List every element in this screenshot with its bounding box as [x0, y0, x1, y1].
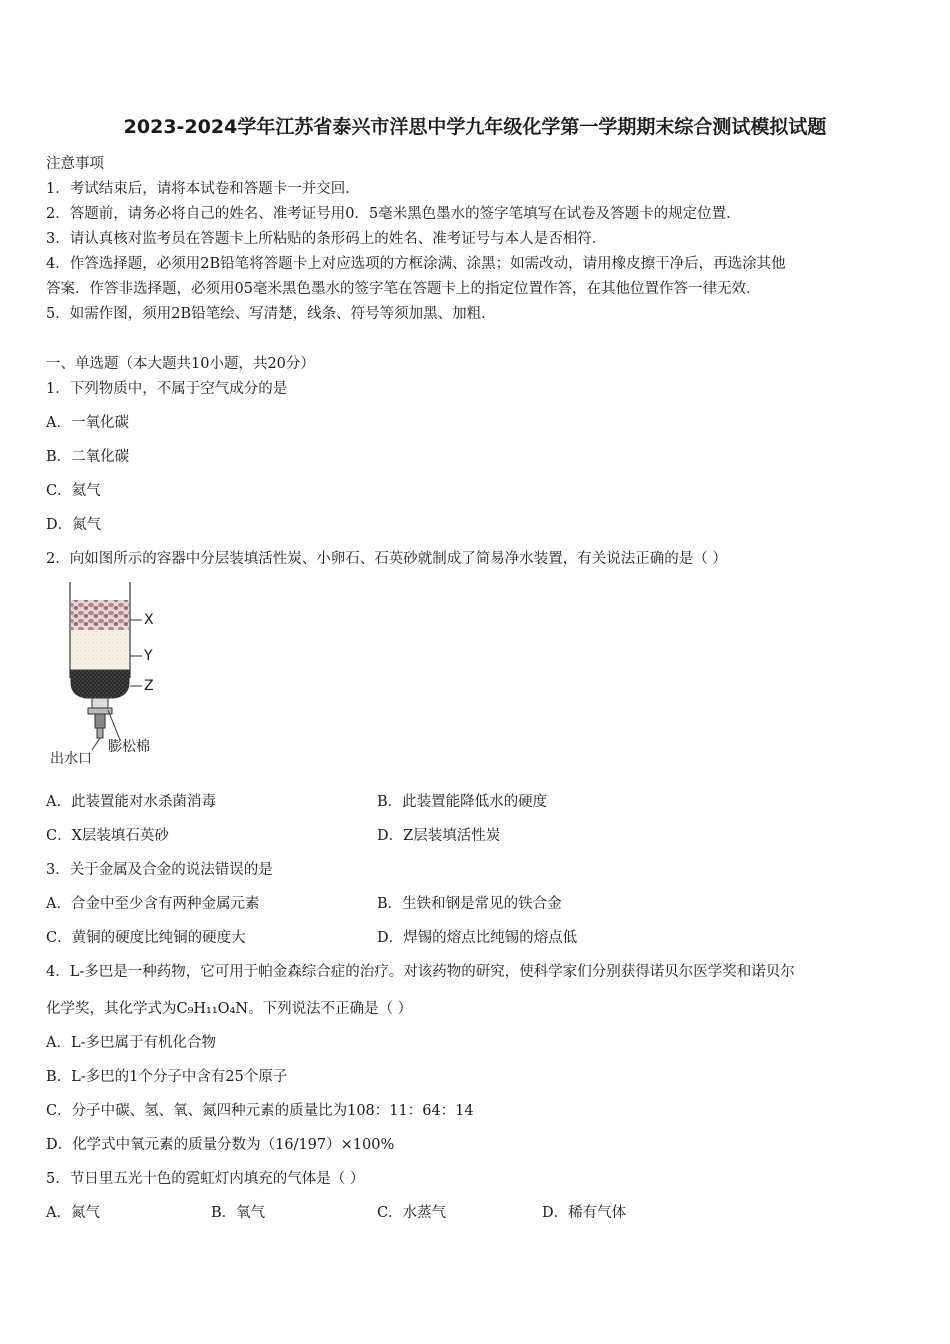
q3-stem: 3．关于金属及合金的说法错误的是	[46, 862, 273, 878]
q2-stem: 2．向如图所示的容器中分层装填活性炭、小卵石、石英砂就制成了简易净水装置，有关说法正确的是（ ）	[46, 551, 727, 567]
q2-option-d: D．Z层装填活性炭	[377, 828, 501, 844]
section-heading: 一、单选题（本大题共10小题，共20分）	[46, 356, 315, 372]
q1-option-b: B．二氧化碳	[46, 449, 130, 465]
label-z: Z	[144, 678, 154, 694]
label-y: Y	[144, 648, 153, 664]
q1-stem: 1．下列物质中，不属于空气成分的是	[46, 381, 288, 397]
q4-option-d: D．化学式中氧元素的质量分数为（16/197）×100%	[46, 1137, 395, 1153]
notice-item-3: 3．请认真核对监考员在答题卡上所粘贴的条形码上的姓名、准考证号与本人是否相符．	[46, 231, 607, 247]
notice-item-4: 4．作答选择题，必须用2B铅笔将答题卡上对应选项的方框涂满、涂黑；如需改动，请用橡皮擦干净后，再选涂其他	[46, 256, 786, 272]
q2-option-b: B．此装置能降低水的硬度	[377, 794, 548, 810]
q5-option-c: C．水蒸气	[377, 1205, 447, 1221]
layer-x	[71, 600, 129, 630]
q4-option-b: B．L-多巴的1个分子中含有25个原子	[46, 1069, 288, 1085]
q5-stem: 5．节日里五光十色的霓虹灯内填充的气体是（ ）	[46, 1171, 365, 1187]
layer-z	[71, 670, 129, 698]
q5-option-d: D．稀有气体	[542, 1205, 627, 1221]
notice-item-5: 5．如需作图，须用2B铅笔绘、写清楚，线条、符号等须加黑、加粗．	[46, 306, 496, 322]
q5-option-a: A．氮气	[46, 1205, 100, 1221]
q4-option-c: C．分子中碳、氢、氧、氮四种元素的质量比为108：11：64：14	[46, 1103, 474, 1119]
label-outlet: 出水口	[50, 751, 92, 767]
q2-option-c: C．X层装填石英砂	[46, 828, 169, 844]
label-cotton: 膨松棉	[108, 739, 150, 755]
notice-item-2: 2．答题前，请务必将自己的姓名、准考证号用0．5毫米黑色墨水的签字笔填写在试卷及答题卡的规定位置．	[46, 206, 741, 222]
q4-stem-line1: 4．L-多巴是一种药物，它可用于帕金森综合症的治疗。对该药物的研究，使科学家们分别获得诺贝尔医学奖和诺贝尔	[46, 964, 795, 980]
notice-item-4-cont: 答案．作答非选择题，必须用05毫米黑色墨水的签字笔在答题卡上的指定位置作答，在其他位置作答一律无效．	[46, 281, 761, 297]
q2-option-a: A．此装置能对水杀菌消毒	[46, 794, 216, 810]
q4-stem-line2: 化学奖，其化学式为C₉H₁₁O₄N。下列说法不正确是（ ）	[46, 1001, 413, 1017]
notice-item-1: 1．考试结束后，请将本试卷和答题卡一并交回．	[46, 181, 360, 197]
layer-y	[71, 630, 129, 670]
page-title: 2023-2024学年江苏省泰兴市洋思中学九年级化学第一学期期末综合测试模拟试题	[123, 116, 827, 138]
q1-option-c: C．氦气	[46, 483, 101, 499]
q1-option-d: D．氮气	[46, 517, 102, 533]
q3-option-b: B．生铁和钢是常见的铁合金	[377, 896, 562, 912]
q3-option-c: C．黄铜的硬度比纯铜的硬度大	[46, 930, 246, 946]
q5-option-b: B．氧气	[211, 1205, 266, 1221]
label-x: X	[144, 612, 154, 628]
notice-heading: 注意事项	[46, 156, 104, 172]
q3-option-a: A．合金中至少含有两种金属元素	[46, 896, 260, 912]
q1-option-a: A．一氧化碳	[46, 415, 129, 431]
water-filter-figure	[48, 578, 178, 773]
q3-option-d: D．焊锡的熔点比纯锡的熔点低	[377, 930, 578, 946]
q4-option-a: A．L-多巴属于有机化合物	[46, 1035, 216, 1051]
